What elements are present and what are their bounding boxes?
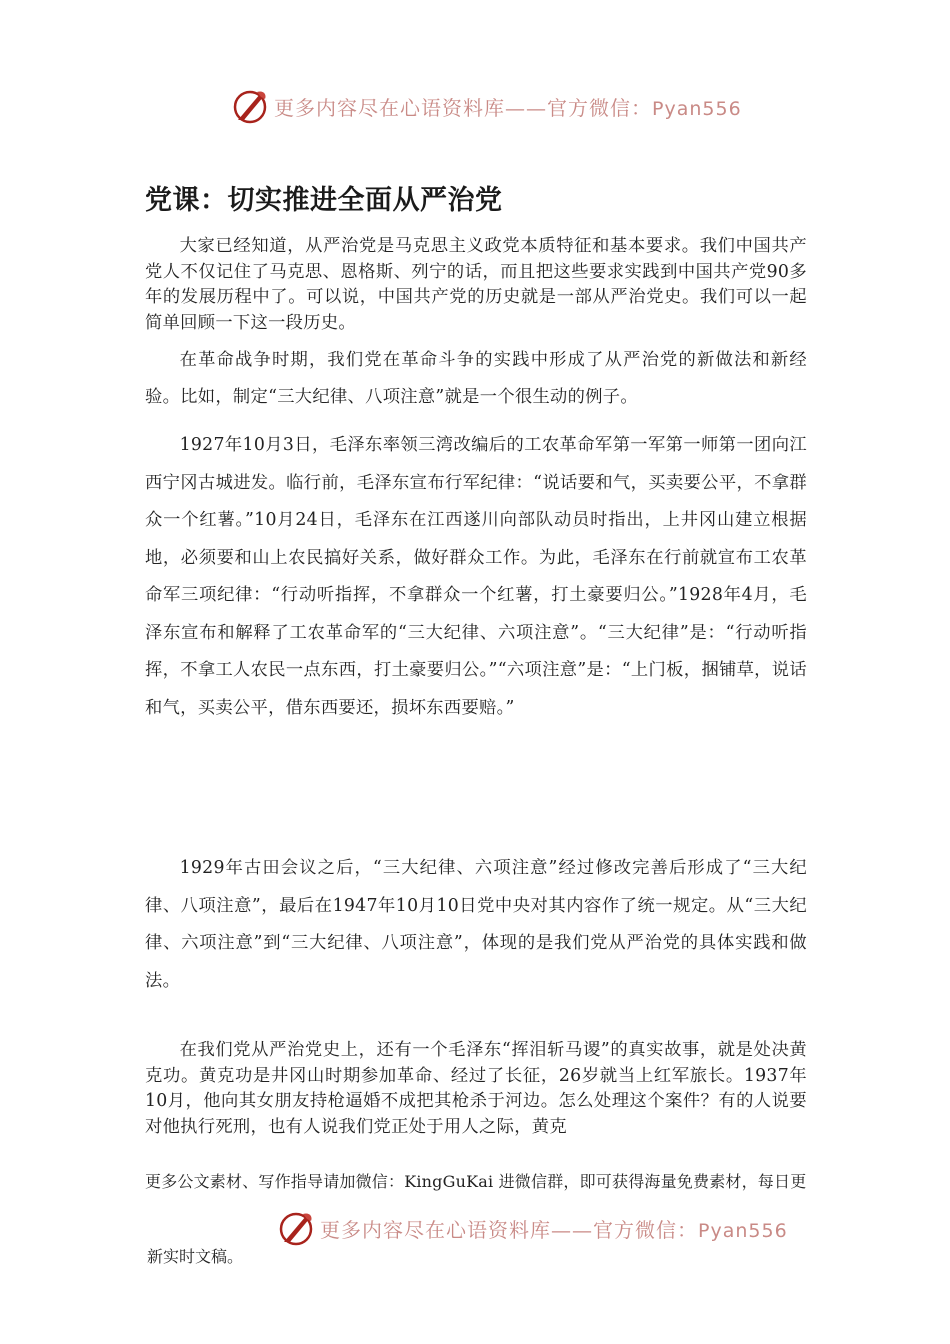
quill-logo-icon	[230, 86, 270, 126]
document-title: 党课：切实推进全面从严治党	[145, 185, 503, 216]
quill-logo-icon	[276, 1208, 316, 1248]
paragraph-2: 在革命战争时期，我们党在革命斗争的实践中形成了从严治党的新做法和新经验。比如，制定“三大纪律、八项注意”就是一个很生动的例子。	[145, 350, 807, 407]
banner-handle: Pyan556	[698, 1219, 788, 1242]
footer-banner	[276, 1206, 788, 1250]
banner-handle: Pyan556	[652, 97, 742, 120]
paragraph-3: 1927年10月3日，毛泽东率领三湾改编后的工农革命军第一军第一师第一团向江西宁冈古城进发。临行前，毛泽东宣布行军纪律：“说话要和气，买卖要公平，不拿群众一个红薯。”10月24日，毛泽东在江西遂川向部队动员时指出，上井冈山建立根据地，必须要和山上农民搞好关系，做好群众工作。为此，毛泽东在行前就宣布工农革命军三项纪律：“行动听指挥，不拿群众一个红薯，打土豪要归公。”1928年4月，毛泽东宣布和解释了工农革命军的“三大纪律、六项注意”。“三大纪律”是：“行动听指挥，不拿工人农民一点东西，打土豪要归公。”“六项注意”是：“上门板，捆铺草，说话和气，买卖公平，借东西要还，损坏东西要赔。”	[145, 435, 807, 718]
footer-note-tail: 新实时文稿。	[147, 1247, 244, 1266]
banner-text: 更多内容尽在心语资料库——官方微信：Pyan556	[274, 95, 742, 120]
paragraph-4: 1929年古田会议之后，“三大纪律、六项注意”经过修改完善后形成了“三大纪律、八项注意”，最后在1947年10月10日党中央对其内容作了统一规定。从“三大纪律、六项注意”到“三大纪律、八项注意”，体现的是我们党从严治党的具体实践和做法。	[145, 858, 807, 991]
header-banner	[230, 84, 742, 128]
banner-text: 更多内容尽在心语资料库——官方微信：Pyan556	[320, 1217, 788, 1242]
footer-note: 更多公文素材、写作指导请加微信：KingGuKai 进微信群，即可获得海量免费素材，每日更	[145, 1172, 807, 1191]
paragraph-5: 在我们党从严治党史上，还有一个毛泽东“挥泪斩马谡”的真实故事，就是处决黄克功。黄克功是井冈山时期参加革命、经过了长征，26岁就当上红军旅长。1937年10月，他向其女朋友持枪逼婚不成把其枪杀于河边。怎么处理这个案件？有的人说要对他执行死刑，也有人说我们党正处于用人之际，黄克	[145, 1040, 807, 1137]
paragraph-1: 大家已经知道，从严治党是马克思主义政党本质特征和基本要求。我们中国共产党人不仅记住了马克思、恩格斯、列宁的话，而且把这些要求实践到中国共产党90多年的发展历程中了。可以说，中国共产党的历史就是一部从严治党史。我们可以一起简单回顾一下这一段历史。	[145, 236, 807, 333]
